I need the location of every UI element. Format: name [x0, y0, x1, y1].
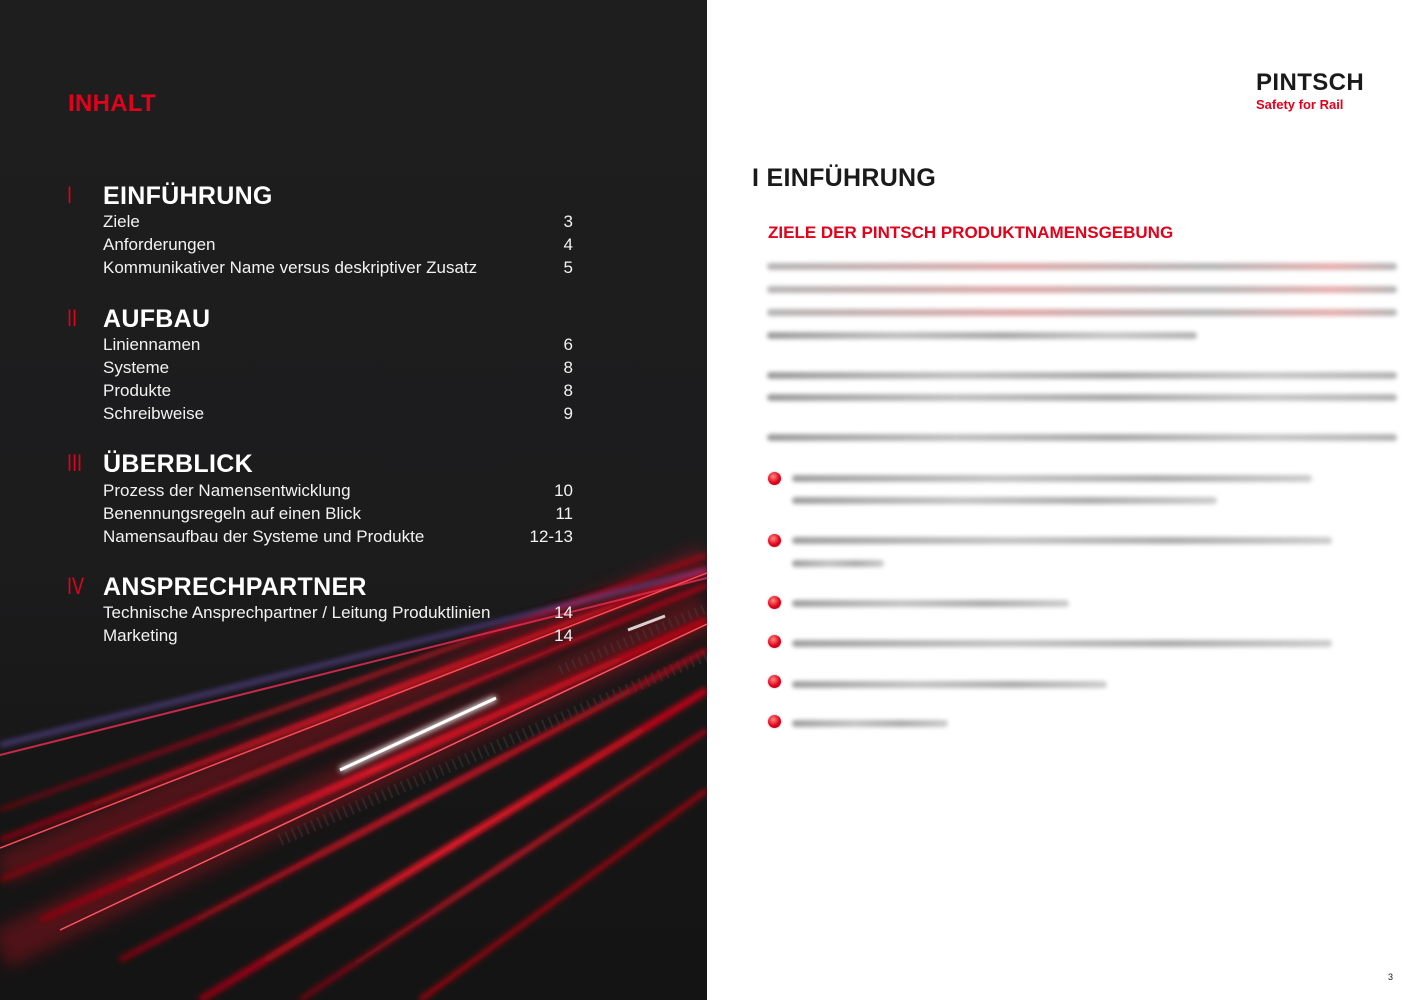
section-title: ÜBERBLICK: [103, 450, 253, 478]
toc-entry[interactable]: [103, 379, 573, 402]
blurred-text-line: [767, 372, 1397, 379]
section-title: EINFÜHRUNG: [103, 182, 273, 210]
toc-entry-label: Produkte: [103, 381, 172, 400]
blurred-text-line: [792, 560, 884, 567]
toc-entry[interactable]: [103, 233, 573, 256]
blurred-text-line: [767, 286, 1397, 293]
toc-entry[interactable]: [103, 479, 573, 502]
toc-entry-page: 12-13: [529, 527, 573, 546]
toc-entry[interactable]: [103, 624, 573, 647]
toc-entry-page: 3: [563, 212, 573, 231]
blurred-text-line: [767, 332, 1197, 339]
blurred-text-line: [792, 537, 1332, 544]
toc-entry-page: 14: [554, 603, 573, 622]
toc-entry-page: 4: [563, 235, 573, 254]
section-subheading: ZIELE DER PINTSCH PRODUKTNAMENSGEBUNG: [768, 223, 1174, 242]
toc-entry-page: 11: [555, 504, 573, 523]
toc-title: INHALT: [68, 90, 157, 117]
section-number: II: [67, 305, 78, 332]
blurred-text-line: [792, 600, 1069, 607]
bullet-icon: [768, 715, 781, 728]
toc-entry[interactable]: [103, 601, 573, 624]
content-page: [707, 0, 1414, 1000]
toc-entry-page: 8: [563, 358, 573, 377]
toc-entry-label: Benennungsregeln auf einen Blick: [103, 504, 362, 523]
section-number: III: [67, 450, 83, 477]
toc-entry-page: 6: [563, 335, 573, 354]
toc-entry-label: Anforderungen: [103, 235, 216, 254]
section-title: ANSPRECHPARTNER: [103, 573, 367, 601]
toc-entry-page: 8: [563, 381, 573, 400]
bullet-icon: [768, 596, 781, 609]
toc-entry-label: Schreibweise: [103, 404, 205, 423]
toc-entry-label: Kommunikativer Name versus deskriptiver Zusatz: [103, 258, 478, 277]
blurred-text-line: [767, 263, 1397, 270]
logo-tagline: Safety for Rail: [1256, 97, 1344, 112]
toc-entry-label: Liniennamen: [103, 335, 201, 354]
toc-entry[interactable]: [103, 525, 573, 548]
bullet-icon: [768, 534, 781, 547]
section-title: AUFBAU: [103, 305, 211, 333]
section-number: IV: [67, 573, 85, 600]
blurred-text-line: [792, 681, 1107, 688]
toc-entry-page: 10: [554, 481, 573, 500]
toc-entry[interactable]: [103, 256, 573, 279]
blurred-text-line: [792, 720, 948, 727]
pintsch-logo: [1256, 70, 1364, 113]
toc-entry[interactable]: [103, 502, 573, 525]
bullet-icon: [768, 635, 781, 648]
toc-entry[interactable]: [103, 402, 573, 425]
bullet-icon: [768, 675, 781, 688]
page-heading: I EINFÜHRUNG: [752, 164, 937, 192]
toc-entry-page: 9: [563, 404, 573, 423]
toc-entry[interactable]: [103, 356, 573, 379]
toc-entry-label: Marketing: [103, 626, 178, 645]
section-number: I: [67, 182, 73, 209]
toc-entry-label: Namensaufbau der Systeme und Produkte: [103, 527, 425, 546]
toc-entry[interactable]: [103, 333, 573, 356]
toc-entry-label: Prozess der Namensentwicklung: [103, 481, 351, 500]
blurred-text-line: [792, 475, 1312, 482]
blurred-text-line: [767, 394, 1397, 401]
toc-entry-label: Technische Ansprechpartner / Leitung Produktlinien: [103, 603, 491, 622]
bullet-icon: [768, 472, 781, 485]
toc-entry-label: Systeme: [103, 358, 170, 377]
blurred-text-line: [767, 434, 1397, 441]
toc-entry-page: 14: [554, 626, 573, 645]
toc-entry-page: 5: [563, 258, 573, 277]
toc-entry[interactable]: [103, 210, 573, 233]
toc-entry-label: Ziele: [103, 212, 140, 231]
page-number: 3: [1387, 972, 1393, 982]
logo-name: PINTSCH: [1256, 69, 1365, 96]
blurred-text-line: [767, 309, 1397, 316]
blurred-text-line: [792, 640, 1332, 647]
blurred-text-line: [792, 497, 1217, 504]
